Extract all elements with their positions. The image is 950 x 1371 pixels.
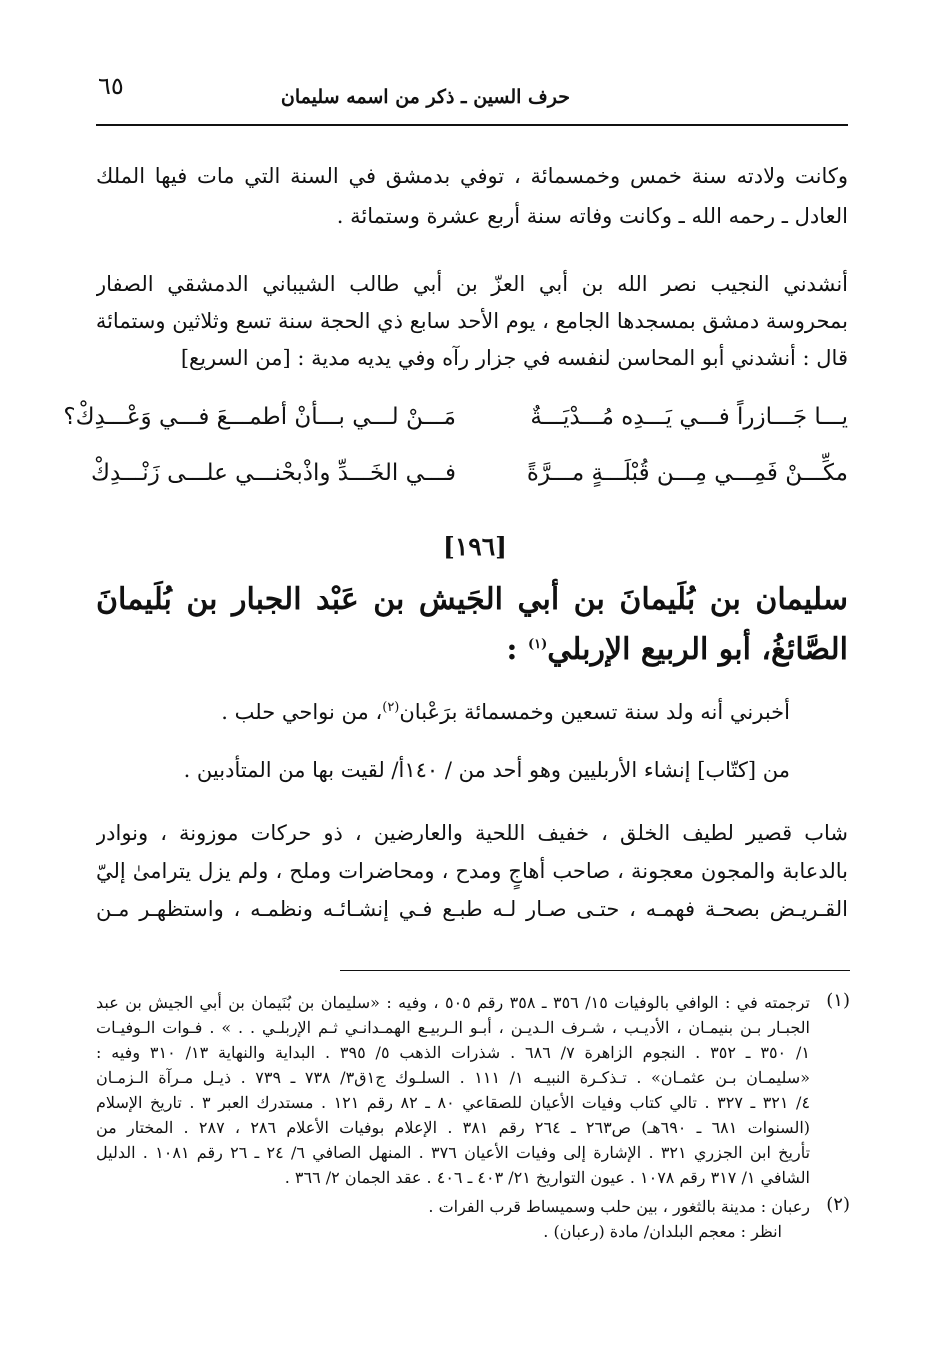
- text-span: أخبرني أنه ولد سنة تسعين وخمسمائة برَعْبان: [399, 700, 790, 724]
- footnote-1: [96, 990, 810, 1190]
- text-line: أنشدني النجيب نصر الله بن أبي العزّ بن أبي طالب الشيباني الدمشقي الصفار: [96, 272, 848, 296]
- entry-title-line: [96, 632, 848, 667]
- text-line: بالدعابة والمجون معجونة ، صاحب أهاجٍ ومدح ، ومحاضرات وملح ، ولم يزل يترامىٰ إليّ: [96, 859, 848, 883]
- text-line: قال : أنشدني أبو المحاسن لنفسه في جزار رآه وفي يديه مدية : [من السريع]: [180, 346, 848, 370]
- footnote-2: [96, 1194, 810, 1244]
- footnote-ref[interactable]: (٢): [382, 700, 400, 715]
- footnote-line: الجبـار بـن بنيمـان ، الأديـب ، شـرف الـديـن ، أبـو الـربيـع الهمـدانـي ثـم الإربلـي . . » . فـوات الـوفيـات: [96, 1018, 810, 1037]
- text-line: القـريـض بصحـة فهمـه ، حتـى صـار لـه طبـع فـي إنشـائـه ونظمـه ، واستظهـر مـن: [96, 897, 848, 921]
- text-line: بمحروسة دمشق بمسجدها الجامع ، يوم الأحد سابع ذي الحجة سنة تسع وثلاثين وستمائة: [96, 309, 848, 333]
- running-head: حرف السين ـ ذكر من اسمه سليمان: [280, 86, 570, 108]
- verse-hemistich-second: فـــي الخَـــدِّ واذْبحْنـــي علـــى زَنْـــدِكْ: [91, 460, 456, 486]
- verse-line: [63, 404, 848, 440]
- paragraph-profession: [96, 752, 848, 788]
- footnote-line: (السنوات ٦٨١ ـ ٦٩٠هـ) ص٢٦٣ ـ ٢٦٤ رقم ٣٨١ . الإعلام بوفيات الأعلام ٢٨٦ ، ٢٨٧ . المختار من: [96, 1118, 810, 1137]
- footnote-line: «سليمـان بـن عثمـان» . تـذكـرة النبيـه ١/ ١١١ . السلـوك ج١ق٣/ ٧٣٨ ـ ٧٣٩ . ذيـل مـرآة الـزمـان: [96, 1068, 810, 1087]
- footnote-line: ترجمته في : الوافي بالوفيات ١٥/ ٣٥٦ ـ ٣٥٨ رقم ٥٠٥ ، وفيه : «سليمان بن بُنَيمان بن أبي الجيش بن عبد: [96, 993, 810, 1012]
- footnote-line: انظر : معجم البلدان/ مادة (رعبان) .: [543, 1222, 782, 1241]
- verse-line: [91, 460, 848, 496]
- text-span: ، من نواحي حلب .: [221, 700, 383, 724]
- text-line: [96, 690, 848, 726]
- footnote-line: رعبان : مدينة بالثغور ، بين حلب وسميساط قرب الفرات .: [428, 1197, 810, 1216]
- footnote-ref[interactable]: (١): [527, 637, 548, 652]
- entry-number: [١٩٦]: [443, 532, 507, 561]
- paragraph-birth: [96, 156, 848, 236]
- page-number: ٦٥: [98, 72, 124, 100]
- text-line: وكانت ولادته سنة خمس وخمسمائة ، توفي بدمشق في السنة التي مات فيها الملك: [96, 164, 848, 188]
- footnote-line: ٤/ ٣٢١ ـ ٣٢٧ . تالي كتاب وفيات الأعيان للصقاعي ٨٠ ـ ٨٢ رقم ١٢١ . مستدرك العبر ٣ . تاريخ الإسلام: [96, 1093, 810, 1112]
- entry-title-line: سليمان بن بُلَيمانَ بن أبي الجَيش بن عَبْد الجبار بن بُلَيمانَ: [96, 582, 848, 617]
- header-rule: [96, 124, 848, 126]
- footnote-line: تأريخ ابن الجزري ٣٢١ . الإشارة إلى وفيات الأعيان ٣٧٦ . المنهل الصافي ٦/ ٢٤ ـ ٢٦ رقم ١٠٨١ . الدليل: [96, 1143, 810, 1162]
- verse-hemistich-second: مَـــنْ لـــي بـــأنْ أطمـــعَ فـــي وَعْـــدِكْ؟: [63, 404, 456, 430]
- text-line: العادل ـ رحمه الله ـ وكانت وفاته سنة أربع عشرة وستمائة .: [336, 204, 848, 228]
- text-line: شاب قصير لطيف الخلق ، خفيف اللحية والعارضين ، ذو حركات موزونة ، ونوادر: [96, 821, 848, 845]
- paragraph-description: [96, 814, 848, 928]
- text-line: من [كتّاب] إنشاء الأربليين وهو أحد من / ١٤٠أ/ لقيت بها من المتأدبين .: [183, 758, 790, 782]
- paragraph-birthplace: [96, 690, 848, 726]
- footnote-number: (٢): [826, 1194, 850, 1215]
- entry-title-text: الصَّائغُ، أبو الربيع الإربلي: [547, 632, 848, 667]
- verse-hemistich-first: يـــا جَـــازراً فـــي يَـــدِه مُـــدْيَـــةٌ: [530, 404, 848, 430]
- footnote-rule: [340, 970, 850, 971]
- footnote-line: ١/ ٣٥٠ ـ ٣٥٢ . النجوم الزاهرة ٧/ ٦٨٦ . شذرات الذهب ٥/ ٣٩٥ . البداية والنهاية ١٣/ ٣١٠ وفيه :: [96, 1043, 810, 1062]
- footnote-line: الشافي ١/ ٣١٧ رقم ١٠٧٨ . عيون التواريخ ٢١/ ٤٠٣ ـ ٤٠٦ . عقد الجمان ٢/ ٣٦٦ .: [284, 1168, 810, 1187]
- verse-hemistich-first: مكِّـــنْ فَمِـــي مِـــن قُبْلَـــةٍ مـــرَّةً: [526, 460, 848, 486]
- entry-title-colon: :: [506, 632, 518, 667]
- footnote-number: (١): [826, 990, 850, 1011]
- paragraph-recitation: [96, 266, 848, 377]
